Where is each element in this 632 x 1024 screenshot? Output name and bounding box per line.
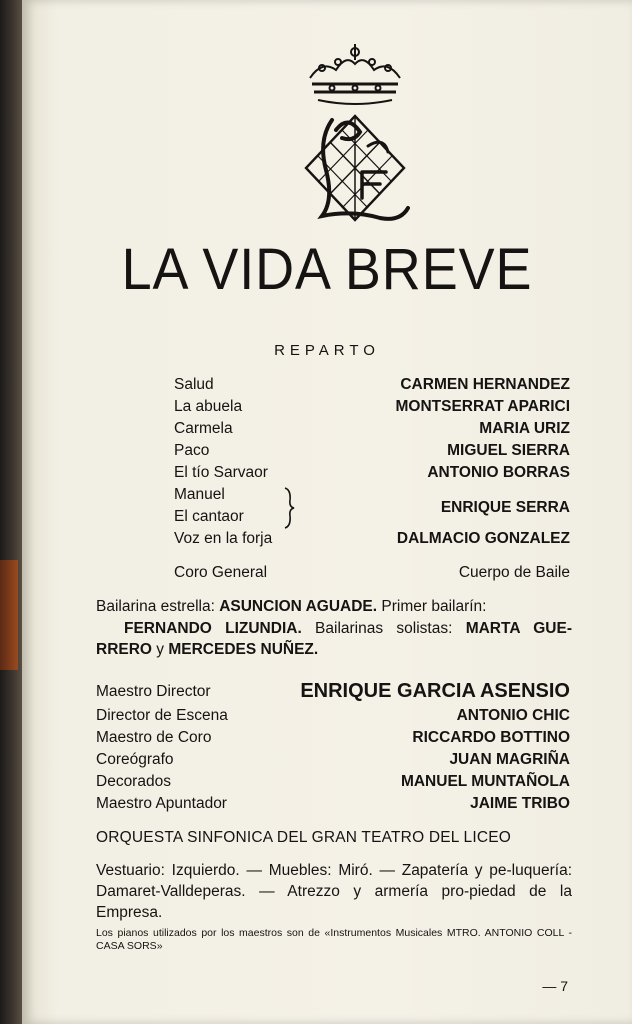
cast-actor: MIGUEL SIERRA	[447, 442, 570, 459]
dancer-label: y	[151, 641, 169, 658]
staff-role: Maestro de Coro	[96, 729, 212, 746]
dancers-paragraph	[96, 596, 572, 661]
dancer-name: FERNANDO LIZUNDIA.	[124, 619, 302, 637]
staff-role: Maestro Director	[96, 683, 211, 700]
brace-icon	[283, 486, 295, 530]
page-number: — 7	[542, 978, 568, 994]
cast-role: Salud	[174, 376, 214, 393]
cast-role: El cantaor	[174, 508, 244, 525]
staff-name: JAIME TRIBO	[470, 795, 570, 812]
staff-name: ANTONIO CHIC	[456, 707, 570, 724]
cast-actor: MARIA URIZ	[479, 420, 570, 437]
staff-name: RICCARDO BOTTINO	[412, 729, 570, 746]
cast-actor: ENRIQUE SERRA	[440, 499, 570, 516]
coro-label: Coro General	[174, 564, 268, 581]
staff-role: Coreógrafo	[96, 751, 174, 768]
cast-role: El tío Sarvaor	[174, 464, 268, 481]
page-title: LA VIDA BREVE	[121, 237, 533, 302]
dancer-name: ASUNCION AGUADE.	[219, 598, 378, 615]
reparto-heading: REPARTO	[274, 342, 380, 359]
cast-actor: ANTONIO BORRAS	[427, 464, 570, 481]
dancer-label: Primer bailarín:	[377, 598, 487, 615]
staff-name: ENRIQUE GARCIA ASENSIO	[300, 680, 570, 702]
program-page	[22, 0, 632, 1024]
credits-paragraph: Vestuario: Izquierdo. — Muebles: Miró. — Zapatería y pe-luquería: Damaret-Valldeperas. — Atrezzo y armería pro-piedad de la Empresa.	[96, 862, 572, 921]
staff-name: JUAN MAGRIÑA	[449, 751, 570, 768]
cast-role: Carmela	[174, 420, 233, 437]
dancer-name: MERCEDES NUÑEZ.	[168, 641, 319, 658]
cast-actor: DALMACIO GONZALEZ	[396, 530, 570, 547]
staff-name: MANUEL MUNTAÑOLA	[400, 773, 570, 790]
cast-actor: MONTSERRAT APARICI	[395, 398, 570, 415]
pianos-note: Los pianos utilizados por los maestros son de «Instrumentos Musicales MTRO. ANTONIO COLL - CASA SORS»	[96, 927, 572, 952]
cuerpo-de-baile-label: Cuerpo de Baile	[458, 564, 570, 581]
dancer-label: Bailarina estrella:	[96, 598, 220, 615]
cast-role: La abuela	[174, 398, 243, 415]
book-spine	[0, 0, 22, 1024]
orchestra-line: ORQUESTA SINFONICA DEL GRAN TEATRO DEL LICEO	[96, 829, 512, 846]
dancer-name: MARTA GUE-RRERO	[96, 619, 572, 658]
dancer-label: Bailarinas solistas:	[301, 619, 466, 637]
cast-role: Paco	[174, 442, 210, 459]
staff-role: Maestro Apuntador	[96, 795, 227, 812]
staff-role: Decorados	[96, 773, 171, 790]
spine-cover-edge	[0, 560, 18, 670]
liceu-crown-emblem-icon	[292, 40, 418, 230]
staff-role: Director de Escena	[96, 707, 228, 724]
cast-role: Voz en la forja	[174, 530, 273, 547]
cast-role: Manuel	[174, 486, 225, 503]
cast-actor: CARMEN HERNANDEZ	[400, 376, 570, 393]
